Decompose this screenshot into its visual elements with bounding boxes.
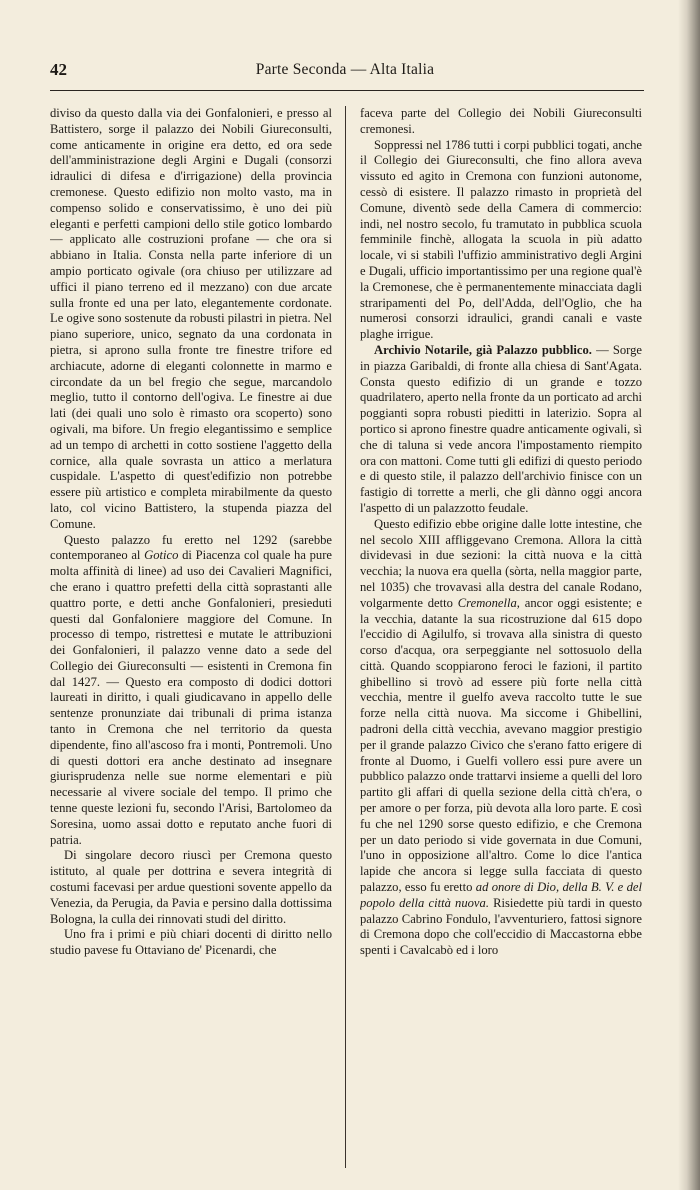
paragraph: Di singolare decoro riuscì per Cremona questo istituto, al quale per dottrina e severa integrità di costumi facevasi per ardue questioni sovente appello da Venezia, da Perugia, da Pavia e persino dalla dottissima Bologna, la culla dei rinnovati studi del diritto. — [50, 848, 332, 926]
text-run: Questo edifizio ebbe origine dalle lotte intestine, che nel secolo XIII affliggevano Cremona. Allora la città dividevasi in due sezioni: la città nuova e la città vecchia; la nuova era quella (sòrta, nella maggior parte, nel 1035) che trovavasi alla destra del canale Rodano, volgarmente detto — [360, 516, 642, 610]
right-column — [360, 106, 642, 1181]
text-run: Risiedette più tardi in questo palazzo Cabrino Fondulo, l'avventuriero, fattosi signore di Cremona dopo che coll'eccidio di Maccastorna ebbe spenti i Cavalcabò ed i loro — [360, 895, 642, 958]
page-edge-shadow — [678, 0, 700, 1190]
paragraph: faceva parte del Collegio dei Nobili Giureconsulti cremonesi. — [360, 106, 642, 136]
text-run: di Piacenza col quale ha pure molta affinità di linee) ad uso dei Cavalieri Magnifici, che erano i quattro prefetti della città soprastanti alle quattro porte, e detti anche Gonfalonieri, presieduti questi dal Gonfaloniere maggiore del Comune. In processo di tempo, ristrettesi e mutate le attribuzioni dei Gonfalonieri, il palazzo venne dato a sede del Collegio dei Giureconsulti — esistenti in Cremona fin dal 1427. — Questo era composto di dodici dottori laureati in diritto, i quali giudicavano in appello delle sentenze pronunziate dai tribunali di prima istanza tanto in Cremona che nel territorio da questa dipendente, fino all'ascoso fra i monti, Pontremoli. Uno di questi dottori era anche destinato ad insegnare giurisprudenza nelle sue norme elementari e più necessarie al vivere sociale del tempo. Il primo che tenne queste lezioni fu, secondo l'Arisi, Bartolomeo da Soresina, uomo assai dotto e reputato anche fuori di patria. — [50, 548, 332, 847]
column-divider — [345, 106, 346, 1168]
paragraph — [360, 517, 642, 959]
page-number: 42 — [50, 60, 67, 79]
header-rule — [50, 90, 644, 91]
paragraph: Uno fra i primi e più chiari docenti di diritto nello studio pavese fu Ottaviano de' Picenardi, che — [50, 927, 332, 958]
text-run: , ancor oggi esistente; e la vecchia, datante la sua ricostruzione dal 615 dopo l'eccidio di Agilulfo, si trovava alla sinistra di questo corso d'acqua, ora serpeggiante nel sottosuolo della città. Quando scoppiarono feroci le fazioni, il partito ghibellino si trovò ad essere più forte nella città vecchia, mentre il guelfo aveva raccolto tutte le sue forze nella città nuova. Ma siccome i Ghibellini, padroni della città vecchia, avevano maggior prestigio per il grande palazzo Civico che s'erano fatto erigere di fronte al Duomo, i Guelfi vollero essi pure avere un pubblico palazzo onde trattarvi insieme a quelli del loro partito gli affari di quella sezione della città ch'era, o per amore o per forza, più devota alla loro parte. E così fu che nel 1290 sorse questo edifizio, e che Cremona per un dato periodo si vide governata in due Comuni, l'uno in opposizione all'altro. Come lo dice l'antica lapide che ancora si legge sulla facciata di questo palazzo, esso fu eretto — [360, 595, 642, 895]
italic-inscription: ad onore di Dio, della B. V. e del popolo della città nuova. — [360, 880, 642, 910]
page-header — [50, 60, 640, 84]
running-title: Parte Seconda — Alta Italia — [255, 61, 435, 78]
paragraph — [50, 533, 332, 849]
italic-term: Cremonella — [457, 595, 517, 610]
left-column — [50, 106, 332, 1181]
text-run: — Sorge in piazza Garibaldi, di fronte alla chiesa di Sant'Agata. Consta questo edifizio di un grande e tozzo quadrilatero, aperto nella fronte da un porticato ad archi poggianti sopra robusti pieditti in laterizio. Sopra al portico si aprono finestre quadre anticamente ogivali, sì che di taluna si vede ancora l'impostamento riempito ora con mattoni. Come tutti gli edifizi di questo periodo e di questo stile, il palazzo dell'archivio finisce con un fastigio di torrette a merli, che gli dànno oggi ancora l'aspetto di un palazzotto feudale. — [360, 342, 642, 515]
paragraph: Soppressi nel 1786 tutti i corpi pubblici togati, anche il Collegio dei Giureconsulti, che fino allora aveva vissuto ed agito in Cremona con funzioni autonome, cessò di esistere. Il palazzo rimasto in proprietà del Comune, diventò sede della Camera di commercio: indi, nel nostro secolo, fu tramutato in pubblica scuola femminile finchè, allogata la scuola in più adatto locale, vi si stabilì l'uffizio amministrativo degli Argini e Dugali, ufficio importantissimo per una regione qual'è la Cremonese, che è permanentemente minacciata dagli straripamenti del Po, dell'Adda, dell'Oglio, che ha numerosi consorzi idraulici, grandi canali e vaste plaghe irrigue. — [360, 137, 642, 342]
italic-term: Gotico — [144, 548, 179, 563]
paragraph — [360, 343, 642, 517]
section-heading: Archivio Notarile, già Palazzo pubblico. — [374, 342, 592, 357]
paragraph: diviso da questo dalla via dei Gonfalonieri, e presso al Battistero, sorge il palazzo dei Nobili Giureconsulti, come anticamente in origine era detto, ed ora sede dell'amministrazione degli Argini e Dugali (consorzi idraulici di difesa e d'irrigazione) della provincia cremonese. Questo edifizio non molto vasto, ma in compenso solido e conservatissimo, è uno dei più eleganti e perfetti campioni dello stile gotico lombardo — applicato alle costruzioni profane — che ora si abbiano in Italia. Consta nella parte inferiore di un ampio porticato ogivale (ora chiuso per utilizzare ad uffici il piano terreno ed il mezzano) con due arcate sulla fronte ed una per lato, elegantemente cordonate. Le ogive sono sostenute da robusti pilastri in pietra. Nel piano superiore, unico, segnato da una cordonata in pietra, si aprono sulla fronte tre finestre trifore ed archiacute, adorne di eleganti colonnette in marmo e circondate da un bel fregio che segue, marcandolo meglio, tutto il contorno dell'ogiva. Le finestre ai due lati (dei quali uno solo è rimasto ora scoperto) sono ogivali, ma bifore. Un fregio elegantissimo e semplice ad un tempo di archetti in cotto sostiene l'aggetto della cornice, alla quale sovrasta un attico a merlatura cuspidale. L'aspetto di quest'edifizio non potrebbe essere più artistico e completa mirabilmente da questo lato, col vicino Battistero, la stupenda piazza del Comune. — [50, 106, 332, 531]
text-run: Questo palazzo fu eretto nel 1292 (sarebbe contemporaneo al — [50, 532, 332, 563]
